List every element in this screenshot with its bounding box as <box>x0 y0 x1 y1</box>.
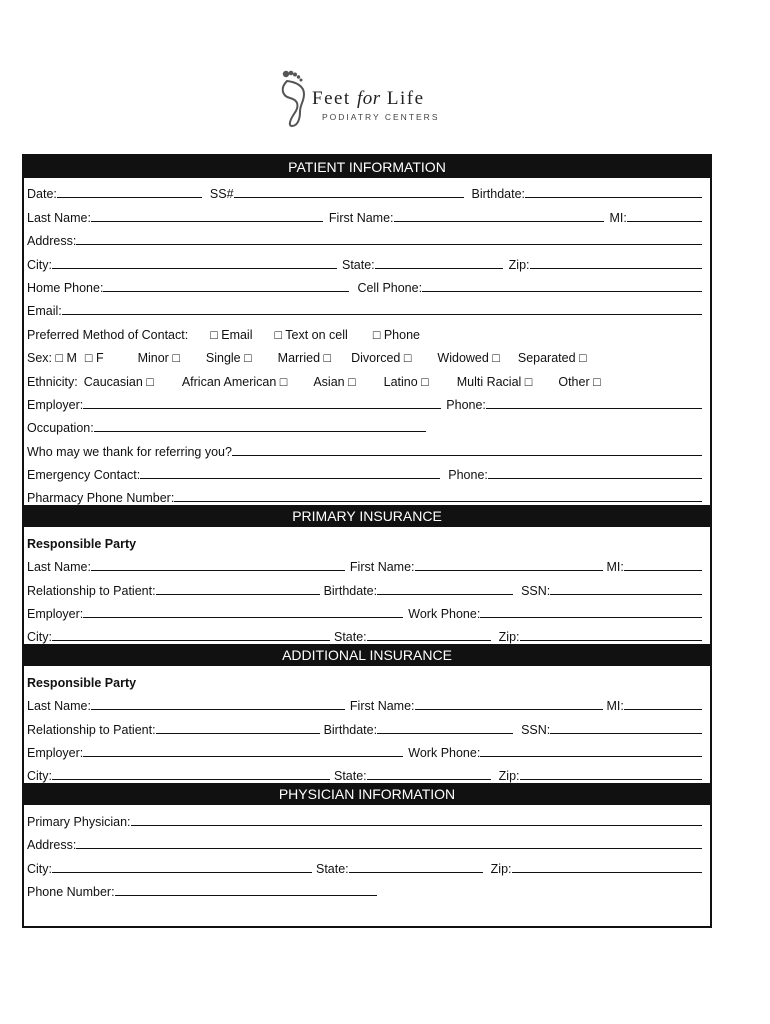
physician-row-address: Address: <box>24 829 710 852</box>
pharmacy-phone-field[interactable] <box>174 488 702 502</box>
section-header-primary-insurance: PRIMARY INSURANCE <box>24 505 710 527</box>
additional-birthdate-field[interactable] <box>377 720 513 734</box>
birthdate-field[interactable] <box>525 184 702 198</box>
mi-field[interactable] <box>627 208 702 222</box>
physician-phone-field[interactable] <box>115 882 377 896</box>
row-occupation: Occupation: <box>24 412 710 435</box>
physician-zip-field[interactable] <box>512 859 702 873</box>
additional-row-relationship: Relationship to Patient: Birthdate: SSN: <box>24 713 710 736</box>
additional-employer-field[interactable] <box>83 743 403 757</box>
logo <box>278 68 478 130</box>
ethnicity-caucasian-checkbox[interactable]: Caucasian □ <box>83 374 154 389</box>
additional-row-employer: Employer: Work Phone: <box>24 737 710 760</box>
physician-row-phone: Phone Number: <box>24 876 710 899</box>
minor-checkbox[interactable]: Minor □ <box>137 351 180 366</box>
physician-state-field[interactable] <box>349 859 483 873</box>
contact-text-checkbox[interactable]: □ Text on cell <box>274 327 348 342</box>
last-name-field[interactable] <box>91 208 323 222</box>
primary-work-phone-field[interactable] <box>480 604 702 618</box>
additional-zip-field[interactable] <box>520 766 702 780</box>
ethnicity-asian-checkbox[interactable]: Asian □ <box>313 374 356 389</box>
row-pharmacy: Pharmacy Phone Number: <box>24 482 710 505</box>
primary-last-name-field[interactable] <box>91 557 345 571</box>
additional-ssn-field[interactable] <box>550 720 702 734</box>
row-emergency: Emergency Contact: Phone: <box>24 459 710 482</box>
brand-name: Feet for Life <box>312 88 425 109</box>
email-field[interactable] <box>62 301 702 315</box>
primary-city-field[interactable] <box>52 627 330 641</box>
emergency-contact-field[interactable] <box>140 465 440 479</box>
state-field[interactable] <box>375 255 503 269</box>
brand-subtitle: PODIATRY CENTERS <box>322 112 440 122</box>
additional-relationship-field[interactable] <box>156 720 320 734</box>
widowed-checkbox[interactable]: Widowed □ <box>437 351 500 366</box>
patient-form <box>22 154 712 928</box>
primary-first-name-field[interactable] <box>415 557 603 571</box>
primary-ssn-field[interactable] <box>550 581 702 595</box>
ethnicity-latino-checkbox[interactable]: Latino □ <box>383 374 429 389</box>
row-employer: Employer: Phone: <box>24 389 710 412</box>
sex-f-checkbox[interactable]: □ F <box>84 351 104 366</box>
primary-responsible-party: Responsible Party <box>27 536 137 551</box>
contact-email-checkbox[interactable]: □ Email <box>210 327 253 342</box>
referral-field[interactable] <box>232 442 702 456</box>
section-header-additional-insurance: ADDITIONAL INSURANCE <box>24 644 710 666</box>
home-phone-field[interactable] <box>103 278 349 292</box>
additional-last-name-field[interactable] <box>91 696 345 710</box>
footprint-icon <box>278 68 312 130</box>
primary-relationship-field[interactable] <box>156 581 320 595</box>
row-date: Date: SS# Birthdate: <box>24 178 710 201</box>
additional-row-city: City: State: Zip: <box>24 760 710 783</box>
separated-checkbox[interactable]: Separated □ <box>517 351 587 366</box>
row-address: Address: <box>24 225 710 248</box>
row-referral: Who may we thank for referring you? <box>24 435 710 458</box>
physician-row-primary: Primary Physician: <box>24 805 710 828</box>
physician-address-field[interactable] <box>76 835 702 849</box>
primary-row-relationship: Relationship to Patient: Birthdate: SSN: <box>24 574 710 597</box>
additional-city-field[interactable] <box>52 766 330 780</box>
address-field[interactable] <box>76 231 702 245</box>
primary-row-city: City: State: Zip: <box>24 621 710 644</box>
contact-phone-checkbox[interactable]: □ Phone <box>372 327 420 342</box>
additional-state-field[interactable] <box>367 766 491 780</box>
ethnicity-multi-racial-checkbox[interactable]: Multi Racial □ <box>456 374 533 389</box>
occupation-field[interactable] <box>94 418 426 432</box>
married-checkbox[interactable]: Married □ <box>277 351 332 366</box>
row-contact-method: Preferred Method of Contact: □ Email □ Text on cell □ Phone <box>27 327 420 342</box>
primary-zip-field[interactable] <box>520 627 702 641</box>
divorced-checkbox[interactable]: Divorced □ <box>351 351 412 366</box>
date-field[interactable] <box>57 184 202 198</box>
additional-first-name-field[interactable] <box>415 696 603 710</box>
single-checkbox[interactable]: Single □ <box>205 351 252 366</box>
primary-birthdate-field[interactable] <box>377 581 513 595</box>
additional-mi-field[interactable] <box>624 696 702 710</box>
primary-mi-field[interactable] <box>624 557 702 571</box>
emergency-phone-field[interactable] <box>488 465 702 479</box>
row-city: City: State: Zip: <box>24 248 710 271</box>
cell-phone-field[interactable] <box>422 278 702 292</box>
zip-field[interactable] <box>530 255 702 269</box>
row-name: Last Name: First Name: MI: <box>24 201 710 224</box>
section-header-physician: PHYSICIAN INFORMATION <box>24 783 710 805</box>
primary-row-name: Last Name: First Name: MI: <box>24 551 710 574</box>
row-sex-status <box>24 342 710 365</box>
section-header-patient: PATIENT INFORMATION <box>24 156 710 178</box>
primary-physician-field[interactable] <box>131 812 703 826</box>
ethnicity-other-checkbox[interactable]: Other □ <box>558 374 601 389</box>
row-ethnicity: Ethnicity: Caucasian □ African American □ Asian □ Latino □ Multi Racial □ Other □ <box>27 374 601 389</box>
primary-employer-field[interactable] <box>83 604 403 618</box>
additional-row-name: Last Name: First Name: MI: <box>24 690 710 713</box>
physician-city-field[interactable] <box>52 859 312 873</box>
employer-field[interactable] <box>83 395 441 409</box>
ss-field[interactable] <box>234 184 464 198</box>
row-phones: Home Phone: Cell Phone: <box>24 272 710 295</box>
additional-work-phone-field[interactable] <box>480 743 702 757</box>
city-field[interactable] <box>52 255 337 269</box>
physician-row-city: City: State: Zip: <box>24 852 710 875</box>
primary-row-employer: Employer: Work Phone: <box>24 598 710 621</box>
employer-phone-field[interactable] <box>486 395 702 409</box>
sex-m-checkbox[interactable]: Sex: □ M <box>27 351 77 366</box>
primary-state-field[interactable] <box>367 627 491 641</box>
row-email: Email: <box>24 295 710 318</box>
additional-responsible-party: Responsible Party <box>27 675 137 690</box>
ethnicity-african-american-checkbox[interactable]: African American □ <box>181 374 288 389</box>
first-name-field[interactable] <box>394 208 604 222</box>
